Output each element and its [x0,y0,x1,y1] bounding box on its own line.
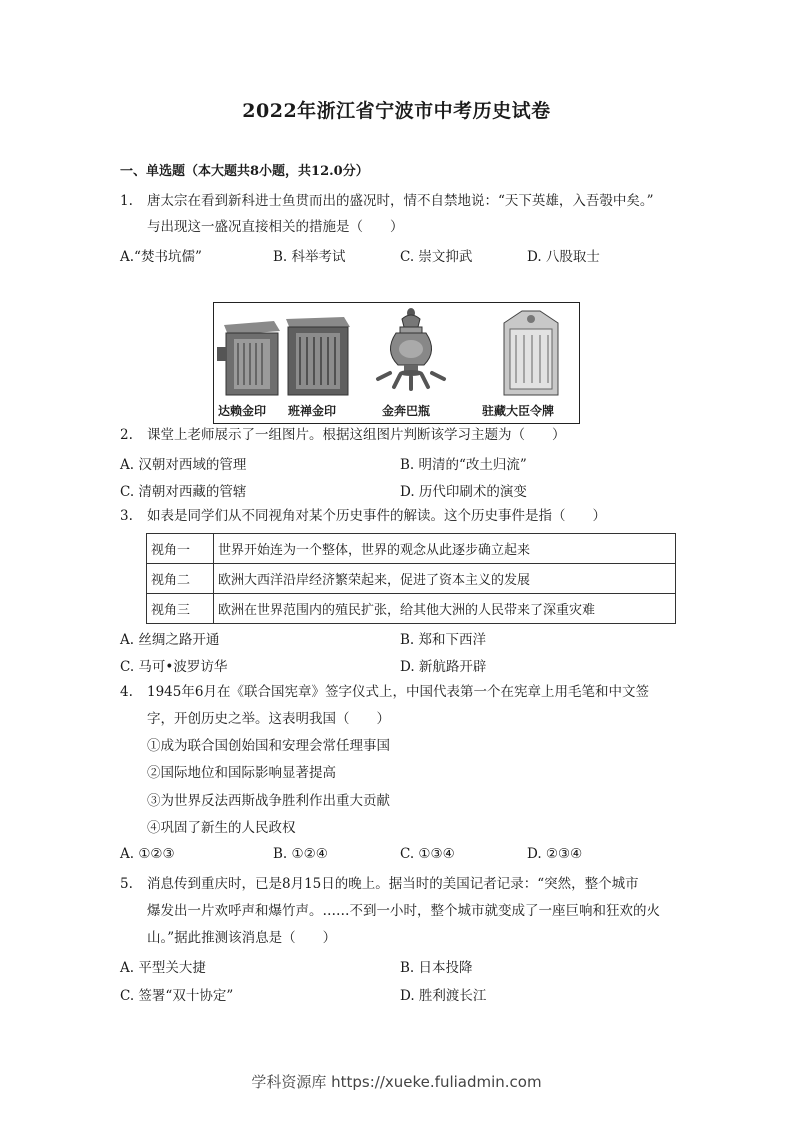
caption-golden-urn: 金奔巴瓶 [382,404,431,418]
option-d: D. 历代印刷术的演变 [400,484,527,500]
option-a: A. 平型关大捷 [120,960,206,976]
table-row [147,594,676,624]
option-b: B. 郑和下西洋 [400,632,487,648]
question-number: 2. [120,427,133,443]
option-c: C. 签署“双十协定” [120,988,234,1004]
option-d: D. 胜利渡长江 [400,988,487,1004]
panchen-seal-image [286,317,350,395]
table-cell: 视角二 [147,564,214,594]
option-c: C. ①③④ [400,846,455,862]
question-number: 4. [120,684,133,700]
option-b: B. 明清的“改土归流” [400,457,527,473]
caption-dalai-seal: 达赖金印 [218,404,267,418]
option-a: A.“焚书坑儒” [120,249,202,265]
question-text: 唐太宗在看到新科进士鱼贯而出的盛况时，情不自禁地说：“天下英雄，入吾彀中矣。” [147,193,654,209]
question-text: 如表是同学们从不同视角对某个历史事件的解读。这个历史事件是指（ ） [147,508,606,524]
question-text: 消息传到重庆时，已是8月15日的晚上。据当时的美国记者记录：“突然，整个城市 [147,876,639,892]
option-a: A. 丝绸之路开通 [120,632,220,648]
dalai-seal-image [217,321,280,395]
option-d: D. 新航路开辟 [400,659,487,675]
question-text: 山。”据此推测该消息是（ ） [147,930,337,946]
page-title: 2022年浙江省宁波市中考历史试卷 [242,100,551,122]
artifact-figure [213,302,580,424]
table-cell: 视角一 [147,534,214,564]
option-a: A. ①②③ [120,846,175,862]
question-number: 1. [120,193,133,209]
question-text: 字，开创历史之举。这表明我国（ ） [147,711,390,727]
section-heading: 一、单选题（本大题共8小题，共12.0分） [120,164,369,179]
option-c: C. 马可•波罗访华 [120,659,228,675]
caption-amban-token: 驻藏大臣令牌 [482,404,555,418]
amban-token-image [504,311,558,395]
question-text: 课堂上老师展示了一组图片。根据这组图片判断该学习主题为（ ） [147,427,566,443]
footer-watermark: 学科资源库 https://xueke.fuliadmin.com [251,1073,542,1091]
option-b: B. ①②④ [273,846,328,862]
question-text: 与出现这一盛况直接相关的措施是（ ） [147,219,404,235]
perspective-table [146,533,676,624]
caption-panchen-seal: 班禅金印 [288,404,337,418]
table-cell: 欧洲在世界范围内的殖民扩张，给其他大洲的人民带来了深重灾难 [214,594,676,624]
table-row [147,534,676,564]
option-c: C. 崇文抑武 [400,249,473,265]
question-text: 1945年6月在《联合国宪章》签字仪式上，中国代表第一个在宪章上用毛笔和中文签 [147,684,649,700]
option-b: B. 日本投降 [400,960,473,976]
statement-item: ②国际地位和国际影响显著提高 [147,765,336,781]
question-number: 5. [120,876,133,892]
statement-item: ④巩固了新生的人民政权 [147,820,296,836]
option-a: A. 汉朝对西域的管理 [120,457,247,473]
question-number: 3. [120,508,133,524]
table-cell: 欧洲大西洋沿岸经济繁荣起来，促进了资本主义的发展 [214,564,676,594]
statement-item: ③为世界反法西斯战争胜利作出重大贡献 [147,793,390,809]
option-c: C. 清朝对西藏的管辖 [120,484,247,500]
question-text: 爆发出一片欢呼声和爆竹声。……不到一小时，整个城市就变成了一座巨响和狂欢的火 [147,903,660,919]
option-b: B. 科举考试 [273,249,346,265]
table-cell: 世界开始连为一个整体，世界的观念从此逐步确立起来 [214,534,676,564]
table-cell: 视角三 [147,594,214,624]
option-d: D. ②③④ [527,846,583,862]
option-d: D. 八股取士 [527,249,600,265]
statement-item: ①成为联合国创始国和安理会常任理事国 [147,738,390,754]
golden-urn-image [378,308,444,389]
table-row [147,564,676,594]
